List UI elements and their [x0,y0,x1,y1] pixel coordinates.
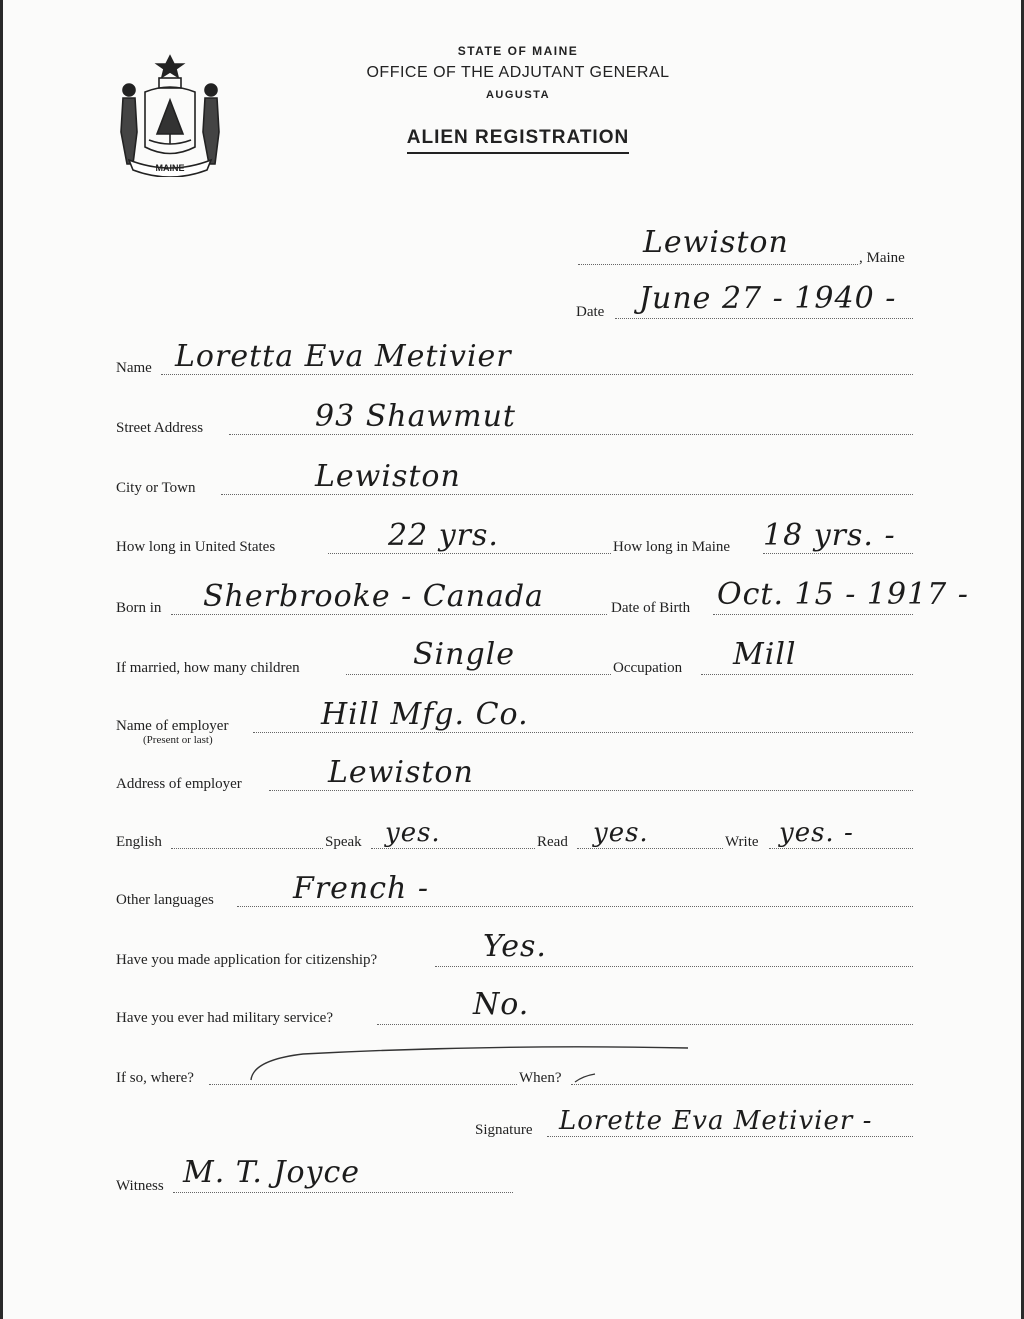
dob-label: Date of Birth [611,600,691,616]
born-value[interactable]: Sherbrooke - Canada [203,579,544,614]
street-value[interactable]: 93 Shawmut [315,399,516,434]
birth-row [3,577,1021,618]
employer-address-label: Address of employer [116,776,242,792]
name-value[interactable]: Loretta Eva Metivier [175,339,512,374]
us-time-value[interactable]: 22 yrs. [388,518,499,553]
place-suffix: , Maine [859,250,905,266]
us-time-label: How long in United States [116,539,276,555]
residence-row [3,518,1021,557]
citizenship-row [3,929,1021,970]
children-value[interactable]: Single [413,637,516,672]
place-row [3,225,1021,268]
write-value[interactable]: yes. - [779,818,854,848]
street-row [3,399,1021,438]
military-row [3,987,1021,1028]
employer-sublabel: (Present or last) [143,734,213,746]
name-label: Name [116,360,152,376]
name-row [3,339,1021,378]
employer-label: Name of employer [116,718,229,734]
form-title: ALIEN REGISTRATION [407,127,629,154]
date-value[interactable]: June 27 - 1940 - [639,281,897,316]
form-header [333,44,703,154]
seal-label: MAINE [155,163,185,173]
maine-state-seal-icon [115,52,225,177]
read-value[interactable]: yes. [593,818,649,848]
street-label: Street Address [116,420,204,436]
other-languages-label: Other languages [116,892,214,908]
strike-through-stroke [243,1040,703,1090]
state-heading: STATE OF MAINE [457,44,579,58]
city-label: City or Town [116,480,196,496]
date-label: Date [576,304,605,320]
children-label: If married, how many children [116,660,300,676]
when-label: When? [519,1070,562,1086]
speak-label: Speak [325,834,362,850]
military-label: Have you ever had military service? [116,1010,333,1026]
maine-time-value[interactable]: 18 yrs. - [763,518,896,553]
employer-value[interactable]: Hill Mfg. Co. [321,697,529,732]
dob-value[interactable]: Oct. 15 - 1917 - [717,577,969,612]
write-label: Write [725,834,759,850]
signature-row [3,1106,1021,1140]
english-label: English [116,834,162,850]
city-row [3,459,1021,498]
witness-row [3,1155,1021,1196]
occupation-label: Occupation [613,660,683,676]
other-languages-value[interactable]: French - [293,871,430,906]
where-label: If so, where? [116,1070,194,1086]
employer-row [3,697,1021,746]
witness-label: Witness [116,1178,164,1194]
citizenship-value[interactable]: Yes. [483,929,547,964]
place-value[interactable]: Lewiston [643,225,789,260]
date-row [3,281,1021,322]
other-languages-row [3,871,1021,910]
family-row [3,637,1021,678]
english-row [3,818,1021,852]
occupation-value[interactable]: Mill [733,637,797,672]
city-heading: AUGUSTA [485,89,551,101]
employer-address-value[interactable]: Lewiston [328,755,474,790]
employer-address-row [3,755,1021,794]
speak-value[interactable]: yes. [385,818,441,848]
military-value[interactable]: No. [473,987,530,1022]
read-label: Read [537,834,568,850]
signature-value[interactable]: Lorette Eva Metivier - [559,1106,873,1136]
maine-time-label: How long in Maine [613,539,731,555]
born-label: Born in [116,600,162,616]
signature-label: Signature [475,1122,533,1138]
office-heading: OFFICE OF THE ADJUTANT GENERAL [366,64,670,81]
city-value[interactable]: Lewiston [315,459,461,494]
citizenship-label: Have you made application for citizenship? [116,952,378,968]
witness-value[interactable]: M. T. Joyce [183,1155,361,1190]
